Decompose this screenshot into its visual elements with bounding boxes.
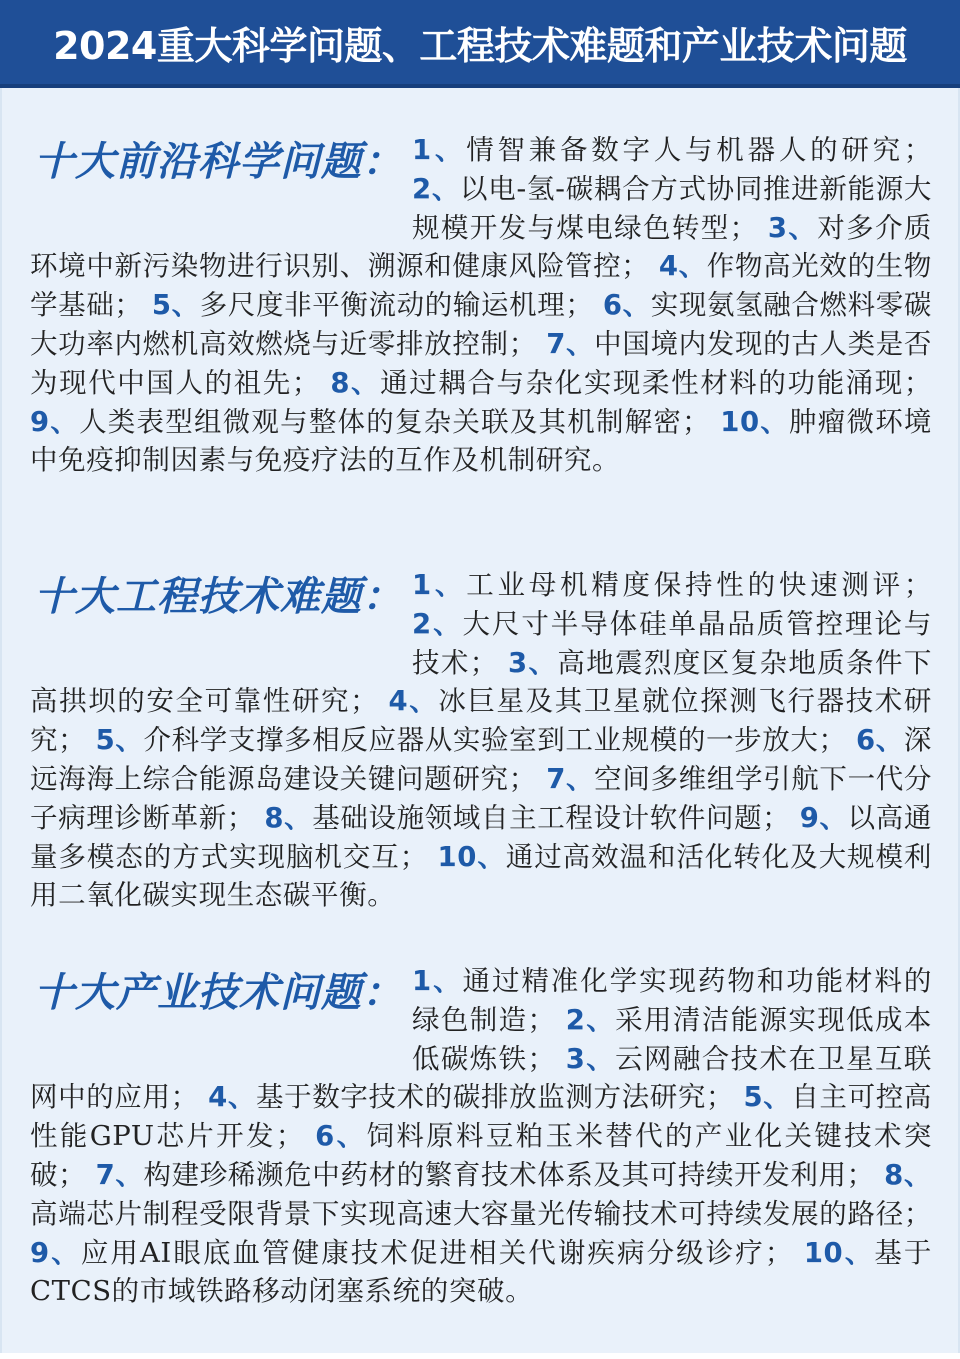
list-item: 1、工业母机精度保持性的快速测评； xyxy=(412,569,932,601)
list-item: 9、以高通量多模态的方式实现脑机交互； xyxy=(30,801,933,873)
list-item: 6、深远海海上综合能源岛建设关键问题研究； xyxy=(30,724,932,795)
list-item: 9、人类表型组微观与整体的复杂关联及其机制解密； xyxy=(30,405,711,438)
list-item: 9、应用AI眼底血管健康技术促进相关代谢疾病分级诊疗； xyxy=(30,1236,793,1269)
list-item: 5、多尺度非平衡流动的输运机理； xyxy=(151,289,594,322)
list-item: 1、情智兼备数字人与机器人的研究； xyxy=(412,134,932,166)
bottom-edge xyxy=(0,1353,960,1359)
list-item: 10、通过高效温和活化转化及大规模利用二氧化碳实现生态碳平衡。 xyxy=(30,840,932,912)
list-item: 6、实现氨氢融合燃料零碳大功率内燃机高效燃烧与近零排放控制； xyxy=(30,289,932,360)
section-title: 十大产业技术问题： xyxy=(34,970,403,1016)
list-item: 3、高地震烈度区复杂地质条件下高拱坝的安全可靠性研究； xyxy=(30,646,932,718)
list-item: 2、采用清洁能源实现低成本低碳炼铁； xyxy=(412,1003,932,1075)
list-item: 2、以电-氢-碳耦合方式协同推进新能源大规模开发与煤电绿色转型； xyxy=(412,172,932,244)
page-title: 2024重大科学问题、工程技术难题和产业技术问题 xyxy=(53,23,907,68)
list-item: 4、作物高光效的生物学基础； xyxy=(30,250,932,322)
list-item: 5、自主可控高性能GPU芯片开发； xyxy=(30,1081,933,1153)
section-title: 十大前沿科学问题： xyxy=(34,139,403,185)
list-item: 10、肿瘤微环境中免疫抑制因素与免疫疗法的互作及机制研究。 xyxy=(30,405,933,477)
list-item: 4、基于数字技术的碳排放监测方法研究； xyxy=(208,1081,735,1114)
list-item: 7、构建珍稀濒危中药材的繁育技术体系及其可持续开发利用； xyxy=(95,1158,875,1191)
section-industry-problems xyxy=(30,962,932,1311)
list-item: 4、冰巨星及其卫星就位探测飞行器技术研究； xyxy=(30,685,932,757)
list-item: 3、云网融合技术在卫星互联网中的应用； xyxy=(30,1042,932,1114)
list-item: 6、饲料原料豆粕玉米替代的产业化关键技术突破； xyxy=(30,1120,932,1191)
section-frontier-science xyxy=(30,131,932,480)
list-item: 2、大尺寸半导体硅单晶品质管控理论与技术； xyxy=(412,607,932,679)
list-item: 1、通过精准化学实现药物和功能材料的绿色制造； xyxy=(412,965,932,1036)
page-header xyxy=(0,0,960,88)
list-item: 8、通过耦合与杂化实现柔性材料的功能涌现； xyxy=(330,366,932,399)
section-title: 十大工程技术难题： xyxy=(34,574,403,620)
list-item: 7、空间多维组学引航下一代分子病理诊断革新； xyxy=(30,762,933,834)
list-item: 8、基础设施领域自主工程设计软件问题； xyxy=(264,801,791,834)
list-item: 5、介科学支撑多相反应器从实验室到工业规模的一步放大； xyxy=(95,724,847,757)
list-item: 8、高端芯片制程受限背景下实现高速大容量光传输技术可持续发展的路径； xyxy=(30,1158,932,1230)
section-engineering-challenges xyxy=(30,566,932,915)
list-item: 10、基于CTCS的市域铁路移动闭塞系统的突破。 xyxy=(30,1236,933,1308)
list-item: 7、中国境内发现的古人类是否为现代中国人的祖先； xyxy=(30,327,933,399)
list-item: 3、对多介质环境中新污染物进行识别、溯源和健康风险管控； xyxy=(30,211,932,283)
